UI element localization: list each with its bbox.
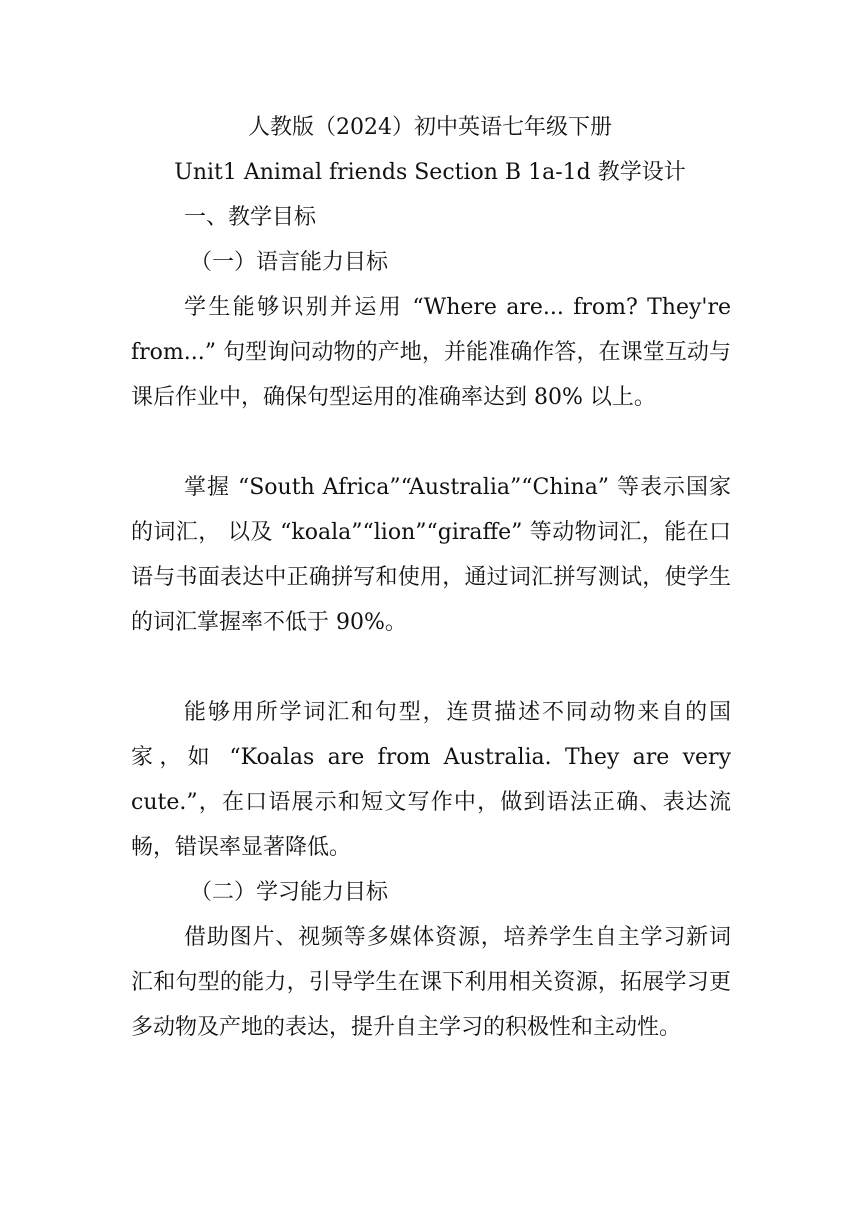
subsection-heading-learning-ability: （二）学习能力目标 xyxy=(190,880,389,905)
subsection-heading-language-ability: （一）语言能力目标 xyxy=(190,250,389,275)
paragraph-self-learning-goal: 借助图片、视频等多媒体资源，培养学生自主学习新词汇和句型的能力，引导学生在课下利用相关资源，拓展学习更多动物及产地的表达，提升自主学习的积极性和主动性。 xyxy=(131,925,731,1040)
paragraph-description-goal: 能够用所学词汇和句型，连贯描述不同动物来自的国家，如 “Koalas are from Australia. They are very cute.”，在口语展示和短文写作中，做到语法正确、表达流畅，错误率显著降低。 xyxy=(131,700,731,860)
document-subtitle: Unit1 Animal friends Section B 1a-1d 教学设计 xyxy=(174,160,686,185)
document-title: 人教版（2024）初中英语七年级下册 xyxy=(248,115,612,140)
section-heading-teaching-goals: 一、教学目标 xyxy=(184,205,317,230)
paragraph-sentence-pattern-goal: 学生能够识别并运用 “Where are... from? They're from...” 句型询问动物的产地，并能准确作答，在课堂互动与课后作业中，确保句型运用的准确率达到 80% 以上。 xyxy=(131,295,731,410)
paragraph-vocabulary-goal: 掌握 “South Africa”“Australia”“China” 等表示国家的词汇， 以及 “koala”“lion”“giraffe” 等动物词汇，能在口语与书面表达中正确拼写和使用，通过词汇拼写测试，使学生的词汇掌握率不低于 90%。 xyxy=(131,475,731,635)
